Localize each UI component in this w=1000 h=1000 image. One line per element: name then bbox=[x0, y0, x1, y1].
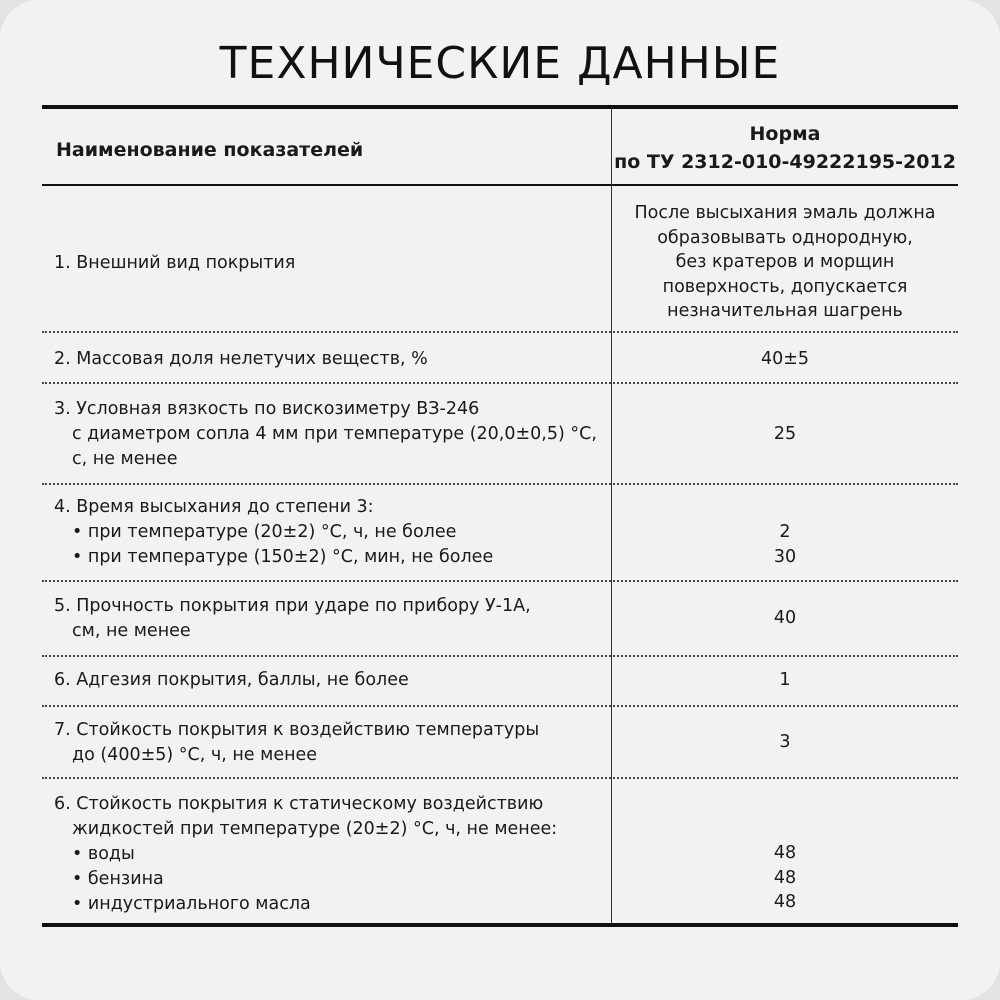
norm-line: 48 bbox=[773, 867, 797, 888]
table-top-rule bbox=[42, 105, 958, 109]
norm-line: незначительная шагрень bbox=[667, 301, 903, 321]
parameter-line: 7. Стойкость покрытия к воздействию температуры bbox=[54, 720, 540, 740]
norm-line: 1 bbox=[779, 670, 791, 690]
parameter-line: • индустриального масла bbox=[72, 894, 311, 914]
row-2-norm bbox=[612, 347, 958, 372]
parameter-line: жидкостей при температуре (20±2) °С, ч, не менее: bbox=[72, 819, 558, 839]
norm-line: без кратеров и морщин bbox=[675, 252, 895, 272]
row-separator bbox=[42, 705, 958, 707]
header-parameter-name: Наименование показателей bbox=[56, 139, 364, 161]
row-8-norm bbox=[612, 841, 958, 915]
parameter-line: см, не менее bbox=[72, 621, 191, 641]
row-7-parameter bbox=[54, 718, 604, 768]
parameter-line: 4. Время высыхания до степени 3: bbox=[54, 497, 374, 517]
header-norm-line: Норма bbox=[749, 123, 821, 145]
row-3-norm bbox=[612, 422, 958, 447]
row-2-parameter bbox=[54, 347, 604, 372]
row-separator bbox=[42, 483, 958, 485]
norm-line: После высыхания эмаль должна bbox=[634, 203, 936, 223]
norm-line: 40±5 bbox=[760, 349, 810, 369]
norm-line: 3 bbox=[779, 732, 791, 752]
page-title: ТЕХНИЧЕСКИЕ ДАННЫЕ bbox=[219, 38, 781, 89]
parameter-line: 2. Массовая доля нелетучих веществ, % bbox=[54, 349, 428, 369]
row-6-norm bbox=[612, 668, 958, 693]
norm-line: 30 bbox=[773, 546, 797, 567]
row-4-parameter bbox=[54, 495, 604, 570]
header-norm-line: по ТУ 2312-010-49222195-2012 bbox=[614, 151, 956, 173]
norm-line: образовывать однородную, bbox=[657, 227, 913, 248]
row-5-norm bbox=[612, 606, 958, 631]
parameter-line: 5. Прочность покрытия при ударе по прибору У-1А, bbox=[54, 596, 531, 616]
row-separator bbox=[42, 382, 958, 384]
header-bottom-rule bbox=[42, 184, 958, 186]
parameter-line: • бензина bbox=[72, 869, 164, 889]
header-norm bbox=[612, 120, 958, 176]
parameter-line: до (400±5) °С, ч, не менее bbox=[72, 745, 318, 765]
parameter-line: 6. Адгезия покрытия, баллы, не более bbox=[54, 670, 409, 690]
row-separator bbox=[42, 580, 958, 582]
row-6-parameter bbox=[54, 668, 604, 693]
norm-line: 48 bbox=[773, 892, 797, 912]
row-separator bbox=[42, 777, 958, 779]
row-1-norm bbox=[612, 201, 958, 324]
norm-line: 40 bbox=[773, 608, 797, 628]
row-1-parameter bbox=[54, 251, 604, 276]
row-4-norm bbox=[612, 520, 958, 569]
parameter-line: 1. Внешний вид покрытия bbox=[54, 253, 296, 273]
row-3-parameter bbox=[54, 397, 604, 472]
parameter-line: 3. Условная вязкость по вискозиметру ВЗ-246 bbox=[54, 399, 480, 419]
parameter-line: • при температуре (150±2) °С, мин, не более bbox=[72, 547, 494, 567]
norm-line: 2 bbox=[779, 522, 791, 542]
row-separator bbox=[42, 655, 958, 657]
parameter-line: 6. Стойкость покрытия к статическому воздействию bbox=[54, 794, 544, 814]
norm-line: 25 bbox=[773, 424, 797, 444]
parameter-line: • воды bbox=[72, 844, 135, 864]
norm-line: 48 bbox=[773, 843, 797, 863]
parameter-line: с диаметром сопла 4 мм при температуре (20,0±0,5) °С, bbox=[72, 424, 597, 444]
parameter-line: с, не менее bbox=[72, 449, 178, 469]
row-5-parameter bbox=[54, 594, 604, 644]
parameter-line: • при температуре (20±2) °С, ч, не более bbox=[72, 522, 457, 542]
table-bottom-rule bbox=[42, 923, 958, 927]
row-8-parameter bbox=[54, 792, 604, 917]
row-7-norm bbox=[612, 730, 958, 755]
row-separator bbox=[42, 331, 958, 333]
norm-line: поверхность, допускается bbox=[662, 276, 908, 297]
